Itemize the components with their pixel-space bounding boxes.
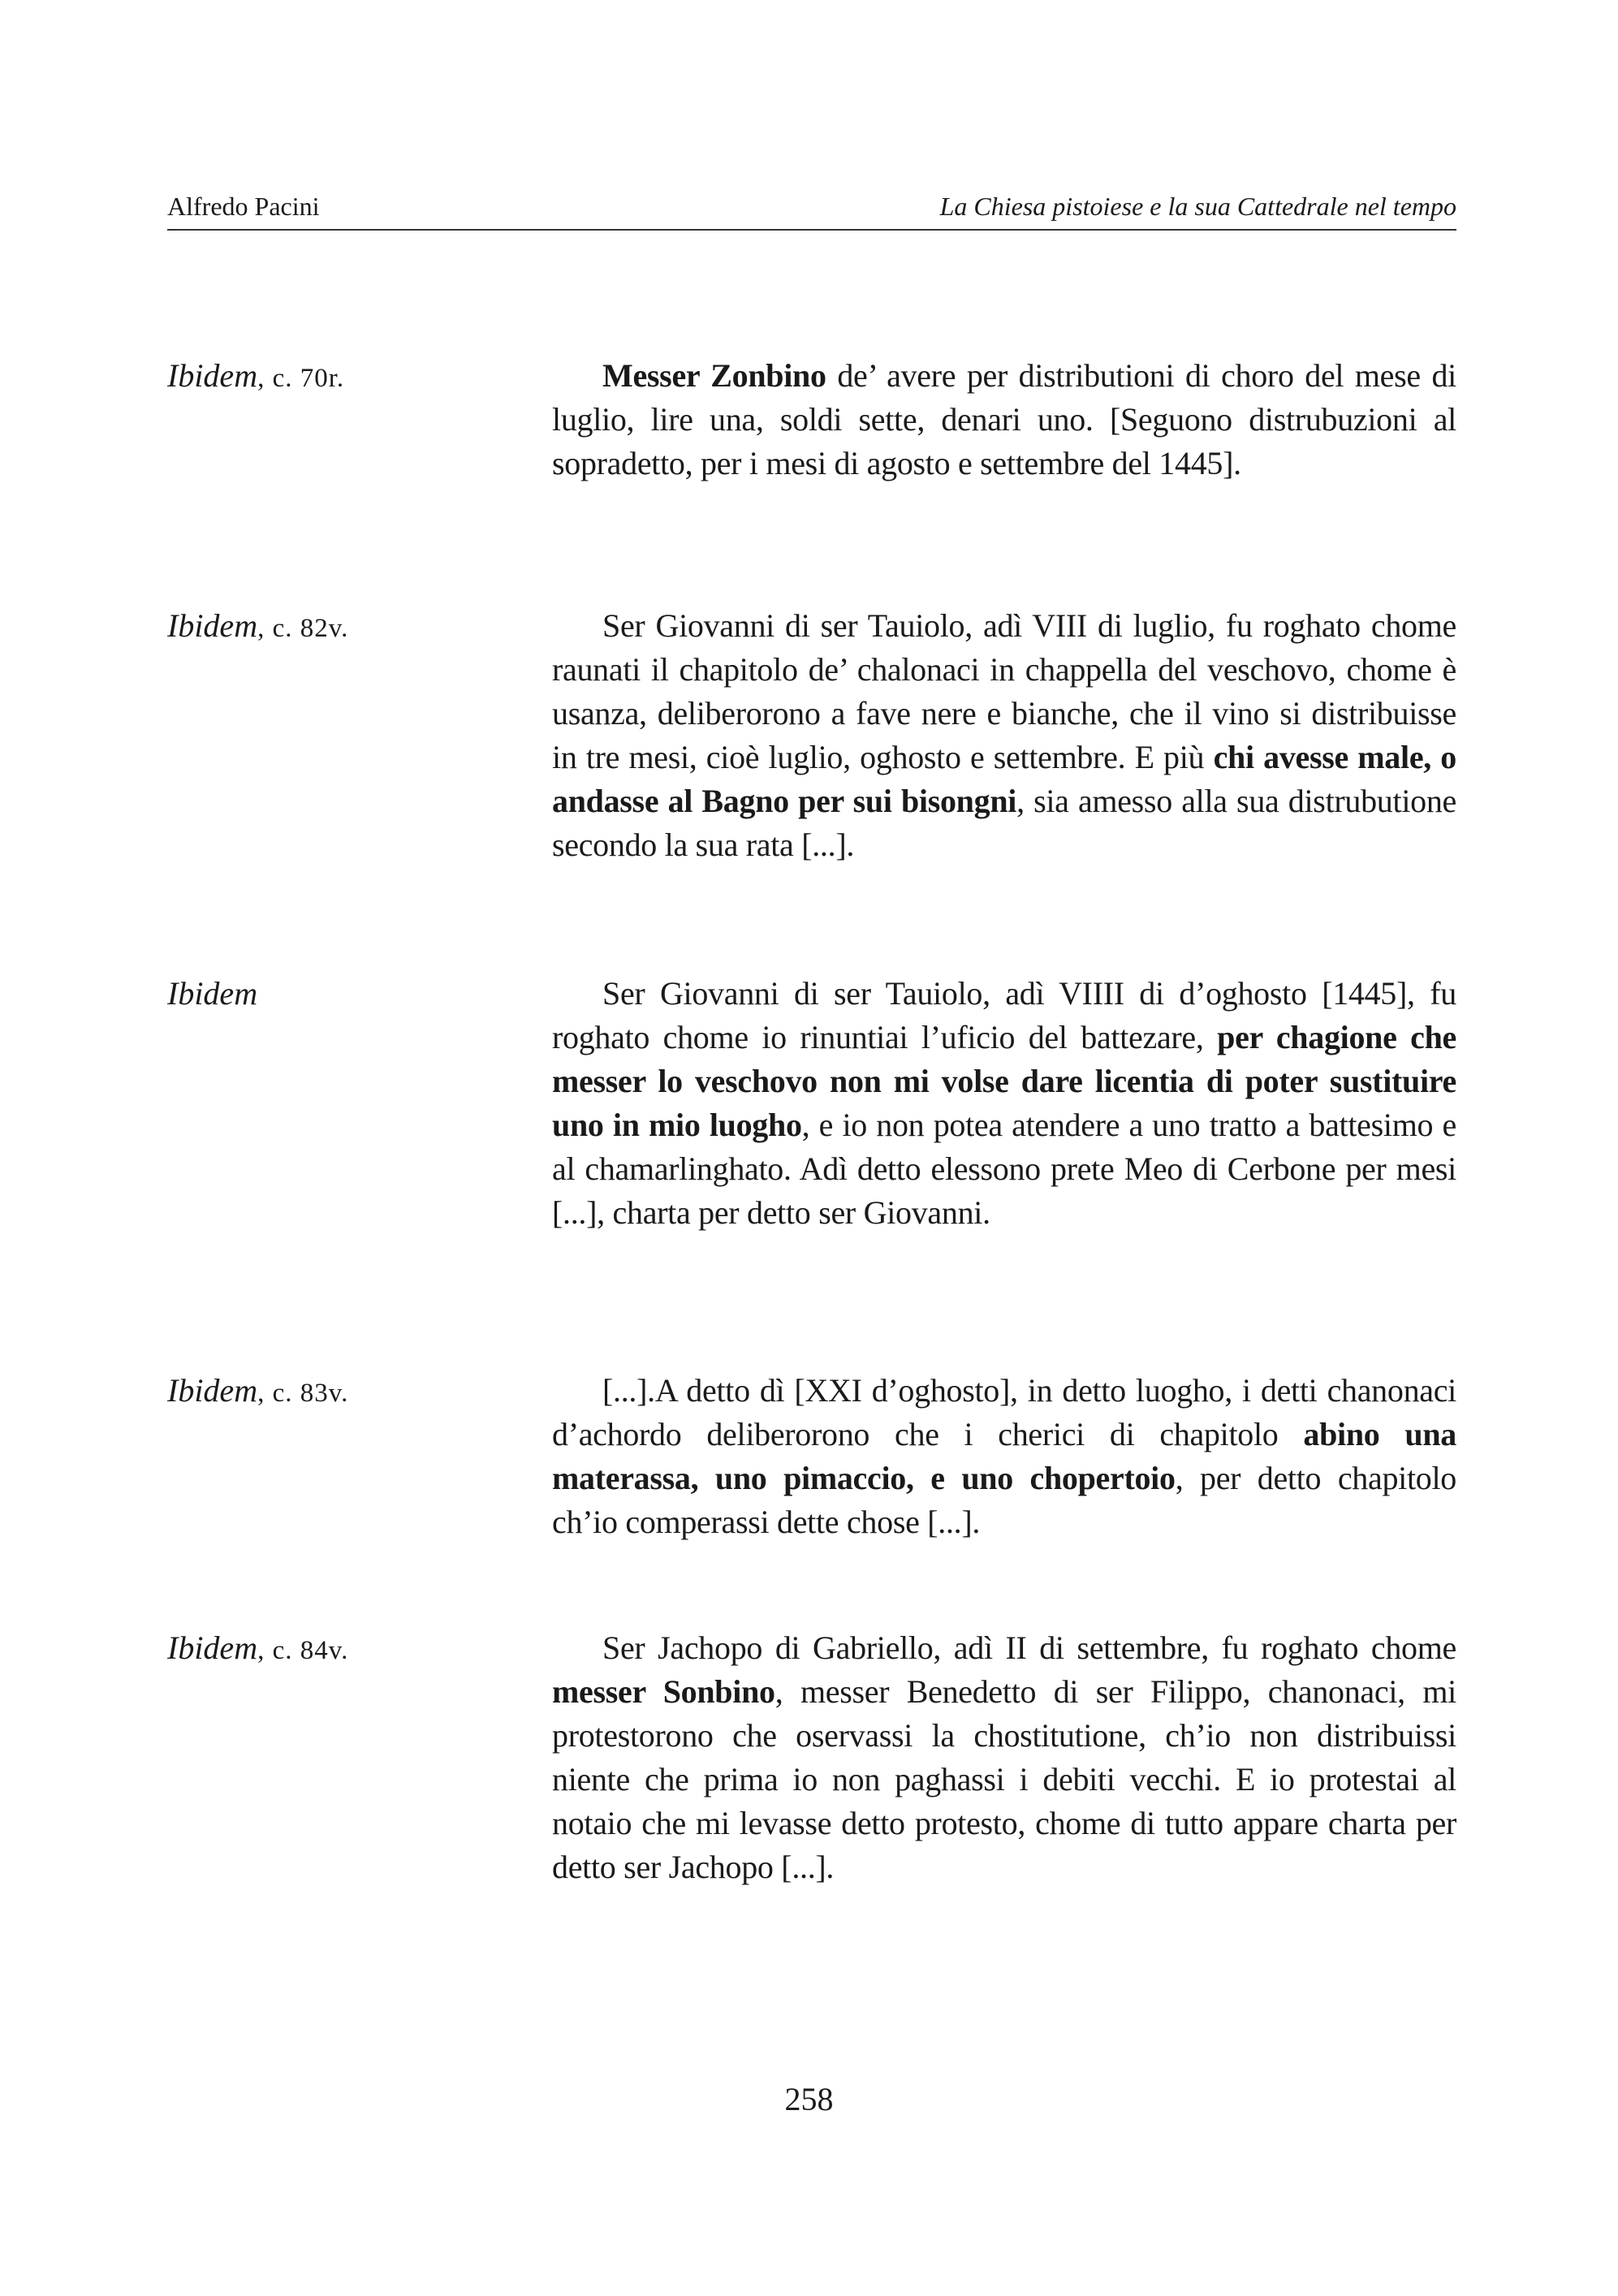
source-reference bbox=[167, 354, 344, 400]
reference-title: Ibidem bbox=[167, 357, 258, 394]
reference-location: , c. 82v. bbox=[257, 614, 349, 643]
reference-location: , c. 83v. bbox=[257, 1379, 349, 1408]
emphasized-text: chi avesse male, o andasse al Bagno per sui bisongni bbox=[552, 739, 1456, 819]
emphasized-text: messer Sonbino bbox=[552, 1673, 775, 1710]
emphasized-text: per chagione che messer lo veschovo non mi volse dare licentia di poter sustituire uno in mio luogho bbox=[552, 1019, 1456, 1143]
page-number: 258 bbox=[784, 2081, 834, 2117]
entry-text bbox=[552, 972, 1456, 1235]
text-segment: , messer Benedetto di ser Filippo, chanonaci, mi protestorono che oservassi la chostitutione, ch’io non distribuissi niente che prima io non paghassi i debiti vecchi. E io protestai al notaio che mi levasse detto protesto, chome di tutto appare charta per detto ser Jachopo [...]. bbox=[552, 1673, 1456, 1885]
source-reference bbox=[167, 1369, 348, 1415]
reference-location: , c. 84v. bbox=[257, 1636, 349, 1665]
text-segment: , e io non potea atendere a uno tratto a battesimo e al chamarlinghato. Adì detto elessono prete Meo di Cerbone per mesi [...], charta per detto ser Giovanni. bbox=[552, 1107, 1456, 1231]
reference-title: Ibidem bbox=[167, 607, 258, 644]
text-segment: de’ avere per distributioni di choro del mese di luglio, lire una, soldi sette, denari uno. [Seguono distrubuzioni al sopradetto, per i mesi di agosto e settembre del 1445]. bbox=[552, 357, 1456, 481]
header-title: La Chiesa pistoiese e la sua Cattedrale nel tempo bbox=[939, 192, 1456, 221]
source-reference bbox=[167, 604, 348, 650]
running-header bbox=[167, 192, 1456, 231]
text-segment: [...].A detto dì [XXI d’oghosto], in detto luogho, i detti chanonaci d’achordo deliberorono che i cherici di chapitolo bbox=[552, 1372, 1456, 1452]
entry-text bbox=[552, 354, 1456, 486]
text-segment: , per detto chapitolo ch’io comperassi dette chose [...]. bbox=[552, 1460, 1456, 1540]
text-segment: Ser Giovanni di ser Tauiolo, adì VIIII di d’oghosto [1445], fu roghato chome io rinuntiai l’uficio del battezare, bbox=[552, 975, 1456, 1055]
reference-title: Ibidem bbox=[167, 1629, 258, 1666]
reference-location: , c. 70r. bbox=[257, 364, 345, 393]
text-segment: Ser Giovanni di ser Tauiolo, adì VIII di luglio, fu roghato chome raunati il chapitolo de’ chalonaci in chappella del veschovo, chome è usanza, deliberorono a fave nere e bianche, che il vino si distribuisse in tre mesi, cioè luglio, oghosto e settembre. E più bbox=[552, 607, 1456, 775]
text-segment: , sia amesso alla sua distrubutione secondo la sua rata [...]. bbox=[552, 783, 1456, 863]
source-reference bbox=[167, 972, 257, 1018]
entry-text bbox=[552, 1626, 1456, 1889]
entry-text bbox=[552, 1369, 1456, 1544]
entry-text bbox=[552, 604, 1456, 867]
source-reference bbox=[167, 1626, 348, 1672]
emphasized-text: abino una materassa, uno pimaccio, e uno chopertoio bbox=[552, 1416, 1456, 1496]
header-author: Alfredo Pacini bbox=[167, 192, 320, 221]
reference-title: Ibidem bbox=[167, 1372, 258, 1409]
reference-title: Ibidem bbox=[167, 975, 258, 1012]
text-segment: Ser Jachopo di Gabriello, adì II di settembre, fu roghato chome bbox=[602, 1629, 1456, 1666]
emphasized-text: Messer Zonbino bbox=[602, 357, 826, 394]
